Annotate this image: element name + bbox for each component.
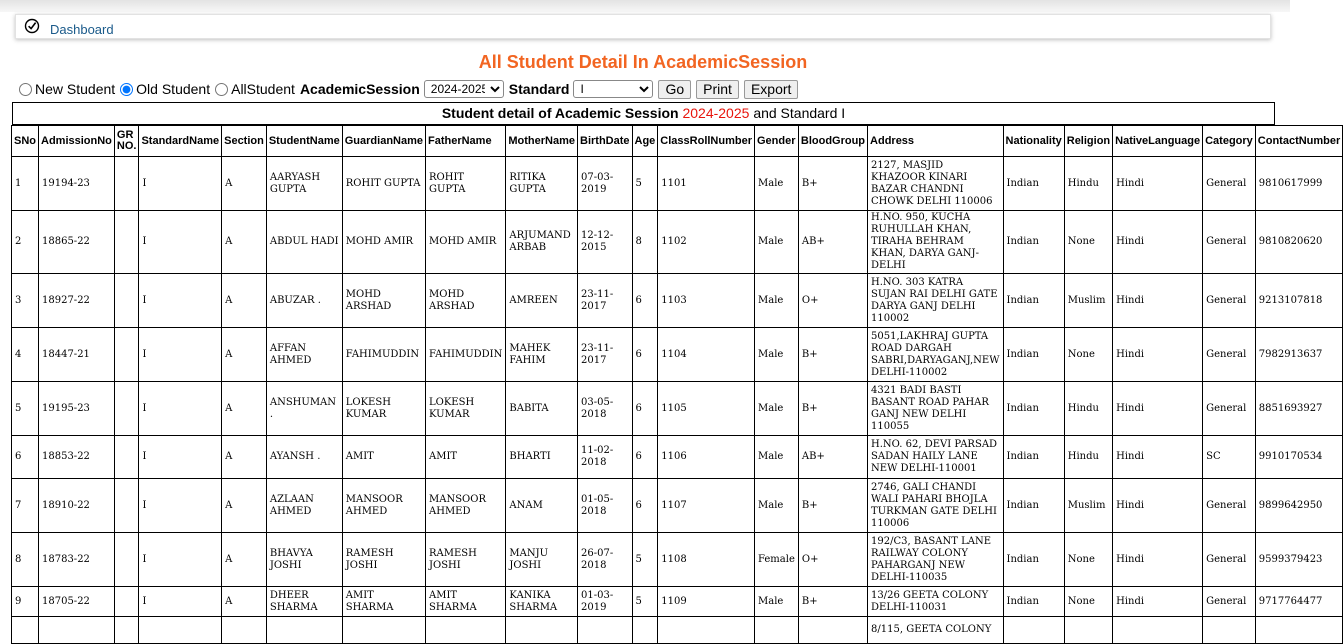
table-cell: AB+ xyxy=(798,436,867,479)
table-cell: I xyxy=(139,436,222,479)
table-cell: Male xyxy=(755,211,799,274)
table-cell: 3 xyxy=(12,274,39,328)
table-cell: AFFAN AHMED xyxy=(266,328,342,382)
table-cell: AMIT xyxy=(426,436,506,479)
table-cell: I xyxy=(139,211,222,274)
table-cell: 18783-22 xyxy=(39,533,115,587)
table-cell xyxy=(39,617,115,644)
table-cell xyxy=(342,617,425,644)
table-cell: 9717764477 xyxy=(1255,587,1343,617)
table-cell: B+ xyxy=(798,479,867,533)
print-button[interactable]: Print xyxy=(696,80,739,99)
table-cell: 5 xyxy=(12,382,39,436)
table-row xyxy=(12,211,1343,274)
dashboard-link[interactable]: Dashboard xyxy=(50,22,114,37)
table-cell xyxy=(1113,617,1203,644)
column-header: Age xyxy=(632,126,658,157)
table-body xyxy=(12,157,1343,644)
table-cell: A xyxy=(222,479,267,533)
column-header: StandardName xyxy=(139,126,222,157)
table-cell: General xyxy=(1203,157,1256,211)
table-cell: General xyxy=(1203,211,1256,274)
table-cell: KANIKA SHARMA xyxy=(506,587,578,617)
page-title: All Student Detail In AcademicSession xyxy=(478,52,808,72)
table-cell: 03-05-2018 xyxy=(578,382,633,436)
table-cell: 9 xyxy=(12,587,39,617)
table-cell: MOHD ARSHAD xyxy=(426,274,506,328)
column-header: GR NO. xyxy=(114,126,139,157)
table-cell: 1103 xyxy=(658,274,755,328)
table-cell xyxy=(12,617,39,644)
column-header: BloodGroup xyxy=(798,126,867,157)
table-cell: 23-11-2017 xyxy=(578,328,633,382)
table-cell: Hindi xyxy=(1113,274,1203,328)
student-table xyxy=(11,125,1343,644)
table-cell: A xyxy=(222,328,267,382)
all-student-label: AllStudent xyxy=(231,81,295,97)
check-circle-icon xyxy=(24,18,40,34)
table-cell: Hindi xyxy=(1113,533,1203,587)
table-cell: I xyxy=(139,157,222,211)
table-cell: Hindi xyxy=(1113,436,1203,479)
table-cell xyxy=(114,479,139,533)
table-cell: 6 xyxy=(12,436,39,479)
table-cell: Muslim xyxy=(1064,479,1112,533)
table-cell: B+ xyxy=(798,382,867,436)
table-cell: Hindi xyxy=(1113,328,1203,382)
table-cell: 4 xyxy=(12,328,39,382)
table-cell: None xyxy=(1064,328,1112,382)
table-cell: Hindu xyxy=(1064,436,1112,479)
table-cell xyxy=(1255,617,1343,644)
table-cell: MANJU JOSHI xyxy=(506,533,578,587)
column-header: Religion xyxy=(1064,126,1112,157)
table-cell: Indian xyxy=(1003,328,1064,382)
column-header: Gender xyxy=(755,126,799,157)
column-header: ContactNumber xyxy=(1255,126,1343,157)
table-row xyxy=(12,274,1343,328)
table-cell: 9899642950 xyxy=(1255,479,1343,533)
table-cell xyxy=(266,617,342,644)
table-cell: RAMESH JOSHI xyxy=(426,533,506,587)
column-header: MotherName xyxy=(506,126,578,157)
table-cell: RITIKA GUPTA xyxy=(506,157,578,211)
table-cell: AMREEN xyxy=(506,274,578,328)
table-cell: Hindi xyxy=(1113,157,1203,211)
table-cell: 8 xyxy=(632,211,658,274)
table-cell: 18705-22 xyxy=(39,587,115,617)
table-cell: 6 xyxy=(632,274,658,328)
table-caption xyxy=(12,102,1275,125)
table-cell: 11-02-2018 xyxy=(578,436,633,479)
table-cell: H.NO. 950, KUCHA RUHULLAH KHAN, TIRAHA BEHRAM KHAN, DARYA GANJ-DELHI xyxy=(868,211,1003,274)
table-cell xyxy=(114,587,139,617)
top-shade xyxy=(0,0,1290,12)
academic-session-label: AcademicSession xyxy=(299,81,420,97)
table-cell: 1105 xyxy=(658,382,755,436)
table-cell: Male xyxy=(755,274,799,328)
table-cell xyxy=(114,211,139,274)
table-cell: H.NO. 62, DEVI PARSAD SADAN HAILY LANE NEW DELHI-110001 xyxy=(868,436,1003,479)
table-cell xyxy=(139,617,222,644)
table-cell: LOKESH KUMAR xyxy=(342,382,425,436)
table-cell: 13/26 GEETA COLONY DELHI-110031 xyxy=(868,587,1003,617)
table-cell: 2 xyxy=(12,211,39,274)
table-cell: General xyxy=(1203,328,1256,382)
table-cell: Indian xyxy=(1003,211,1064,274)
table-cell: BHARTI xyxy=(506,436,578,479)
table-cell: B+ xyxy=(798,587,867,617)
table-cell: 1104 xyxy=(658,328,755,382)
table-cell: B+ xyxy=(798,328,867,382)
table-cell: None xyxy=(1064,587,1112,617)
table-cell: 2127, MASJID KHAZOOR KINARI BAZAR CHANDNI CHOWK DELHI 110006 xyxy=(868,157,1003,211)
table-cell: Male xyxy=(755,382,799,436)
academic-session-select[interactable] xyxy=(424,80,504,98)
old-student-radio[interactable] xyxy=(120,83,133,96)
table-cell: Male xyxy=(755,479,799,533)
table-cell xyxy=(222,617,267,644)
table-cell: General xyxy=(1203,587,1256,617)
table-cell: ABDUL HADI xyxy=(266,211,342,274)
export-button[interactable]: Export xyxy=(744,80,798,99)
table-cell: AYANSH . xyxy=(266,436,342,479)
table-cell: Indian xyxy=(1003,533,1064,587)
table-cell: MOHD ARSHAD xyxy=(342,274,425,328)
table-cell: 9810617999 xyxy=(1255,157,1343,211)
table-cell: Hindi xyxy=(1113,587,1203,617)
table-cell: 1 xyxy=(12,157,39,211)
table-cell: MANSOOR AHMED xyxy=(342,479,425,533)
table-cell: 19195-23 xyxy=(39,382,115,436)
table-cell: Hindu xyxy=(1064,382,1112,436)
table-cell: General xyxy=(1203,479,1256,533)
table-cell: Indian xyxy=(1003,157,1064,211)
table-cell: I xyxy=(139,587,222,617)
table-cell: B+ xyxy=(798,157,867,211)
table-cell: Indian xyxy=(1003,479,1064,533)
table-cell: RAMESH JOSHI xyxy=(342,533,425,587)
table-cell: I xyxy=(139,328,222,382)
table-cell: FAHIMUDDIN xyxy=(426,328,506,382)
table-cell: ABUZAR . xyxy=(266,274,342,328)
table-row xyxy=(12,533,1343,587)
table-cell: LOKESH KUMAR xyxy=(426,382,506,436)
table-cell: Male xyxy=(755,436,799,479)
table-cell: ARJUMAND ARBAB xyxy=(506,211,578,274)
column-header: AdmissionNo xyxy=(39,126,115,157)
table-cell: 5051,LAKHRAJ GUPTA ROAD DARGAH SABRI,DARYAGANJ,NEW DELHI-110002 xyxy=(868,328,1003,382)
table-cell: 18927-22 xyxy=(39,274,115,328)
column-header: StudentName xyxy=(266,126,342,157)
table-cell: 6 xyxy=(632,328,658,382)
standard-select[interactable] xyxy=(573,80,653,98)
table-cell: A xyxy=(222,274,267,328)
table-cell: O+ xyxy=(798,274,867,328)
table-cell: A xyxy=(222,436,267,479)
table-row xyxy=(12,382,1343,436)
table-cell: BABITA xyxy=(506,382,578,436)
table-cell: 01-05-2018 xyxy=(578,479,633,533)
table-cell: 5 xyxy=(632,587,658,617)
table-cell: 9910170534 xyxy=(1255,436,1343,479)
table-cell: 4321 BADI BASTI BASANT ROAD PAHAR GANJ NEW DELHI 110055 xyxy=(868,382,1003,436)
table-cell: AARYASH GUPTA xyxy=(266,157,342,211)
table-cell: AB+ xyxy=(798,211,867,274)
table-cell: 1108 xyxy=(658,533,755,587)
table-cell: H.NO. 303 KATRA SUJAN RAI DELHI GATE DARYA GANJ DELHI 110002 xyxy=(868,274,1003,328)
caption-prefix: Student detail of Academic Session xyxy=(441,105,679,121)
table-cell: A xyxy=(222,533,267,587)
table-row xyxy=(12,587,1343,617)
filter-row xyxy=(17,78,798,100)
all-student-radio[interactable] xyxy=(215,83,228,96)
table-cell: Muslim xyxy=(1064,274,1112,328)
table-cell: 8851693927 xyxy=(1255,382,1343,436)
table-cell: AMIT SHARMA xyxy=(342,587,425,617)
table-cell xyxy=(658,617,755,644)
table-cell: Indian xyxy=(1003,274,1064,328)
table-cell: 12-12-2015 xyxy=(578,211,633,274)
table-cell: 7982913637 xyxy=(1255,328,1343,382)
table-cell xyxy=(114,157,139,211)
table-cell xyxy=(506,617,578,644)
table-cell: 18447-21 xyxy=(39,328,115,382)
table-cell xyxy=(1003,617,1064,644)
table-cell: Hindu xyxy=(1064,157,1112,211)
table-cell: 6 xyxy=(632,479,658,533)
column-header: Address xyxy=(868,126,1003,157)
table-cell: I xyxy=(139,382,222,436)
go-button[interactable]: Go xyxy=(658,80,691,99)
table-cell: 1102 xyxy=(658,211,755,274)
new-student-label: New Student xyxy=(35,81,116,97)
table-cell: General xyxy=(1203,533,1256,587)
table-cell xyxy=(798,617,867,644)
table-cell: A xyxy=(222,211,267,274)
column-header: NativeLanguage xyxy=(1113,126,1203,157)
table-row xyxy=(12,479,1343,533)
table-cell: Male xyxy=(755,157,799,211)
table-cell xyxy=(114,617,139,644)
table-cell: 1109 xyxy=(658,587,755,617)
caption-suffix: and Standard I xyxy=(753,105,846,121)
table-cell: 2746, GALI CHANDI WALI PAHARI BHOJLA TURKMAN GATE DELHI 110006 xyxy=(868,479,1003,533)
column-header: Section xyxy=(222,126,267,157)
column-header: Nationality xyxy=(1003,126,1064,157)
table-cell: 8/115, GEETA COLONY xyxy=(868,617,1003,644)
table-cell: A xyxy=(222,382,267,436)
table-cell: MOHD AMIR xyxy=(342,211,425,274)
table-cell xyxy=(1203,617,1256,644)
table-header-row xyxy=(12,126,1343,157)
column-header: Category xyxy=(1203,126,1256,157)
table-cell: SC xyxy=(1203,436,1256,479)
table-cell: Male xyxy=(755,328,799,382)
table-cell: A xyxy=(222,587,267,617)
table-cell: 6 xyxy=(632,436,658,479)
column-header: SNo xyxy=(12,126,39,157)
table-cell: Indian xyxy=(1003,382,1064,436)
dashboard-bar xyxy=(15,14,1271,39)
table-row xyxy=(12,617,1343,644)
table-cell: O+ xyxy=(798,533,867,587)
table-cell: ANAM xyxy=(506,479,578,533)
column-header: GuardianName xyxy=(342,126,425,157)
table-cell: Hindi xyxy=(1113,479,1203,533)
table-row xyxy=(12,157,1343,211)
standard-label: Standard xyxy=(508,81,570,97)
table-cell: AMIT xyxy=(342,436,425,479)
table-cell xyxy=(114,533,139,587)
table-cell xyxy=(114,382,139,436)
table-cell: MANSOOR AHMED xyxy=(426,479,506,533)
table-cell: 9810820620 xyxy=(1255,211,1343,274)
table-cell: 23-11-2017 xyxy=(578,274,633,328)
table-cell: 07-03-2019 xyxy=(578,157,633,211)
table-cell: 1106 xyxy=(658,436,755,479)
table-cell: 18910-22 xyxy=(39,479,115,533)
table-cell: ROHIT GUPTA xyxy=(342,157,425,211)
table-cell: General xyxy=(1203,274,1256,328)
table-row xyxy=(12,436,1343,479)
table-cell: 9213107818 xyxy=(1255,274,1343,328)
table-cell: DHEER SHARMA xyxy=(266,587,342,617)
caption-session: 2024-2025 xyxy=(682,105,750,121)
table-cell xyxy=(114,436,139,479)
table-cell: ANSHUMAN . xyxy=(266,382,342,436)
table-cell: None xyxy=(1064,211,1112,274)
table-cell: 8 xyxy=(12,533,39,587)
table-cell: None xyxy=(1064,533,1112,587)
table-cell: I xyxy=(139,274,222,328)
table-cell: I xyxy=(139,479,222,533)
new-student-radio[interactable] xyxy=(19,83,32,96)
table-cell: 18865-22 xyxy=(39,211,115,274)
table-cell: ROHIT GUPTA xyxy=(426,157,506,211)
table-row xyxy=(12,328,1343,382)
table-cell: 1107 xyxy=(658,479,755,533)
table-cell xyxy=(426,617,506,644)
column-header: BirthDate xyxy=(578,126,633,157)
table-cell: Hindi xyxy=(1113,211,1203,274)
table-cell: 01-03-2019 xyxy=(578,587,633,617)
table-cell: A xyxy=(222,157,267,211)
table-cell: I xyxy=(139,533,222,587)
table-cell: MAHEK FAHIM xyxy=(506,328,578,382)
table-cell: 1101 xyxy=(658,157,755,211)
table-cell: AZLAAN AHMED xyxy=(266,479,342,533)
old-student-label: Old Student xyxy=(136,81,211,97)
table-cell: Male xyxy=(755,587,799,617)
table-cell: 19194-23 xyxy=(39,157,115,211)
table-cell: 192/C3, BASANT LANE RAILWAY COLONY PAHARGANJ NEW DELHI-110035 xyxy=(868,533,1003,587)
column-header: ClassRollNumber xyxy=(658,126,755,157)
table-cell: General xyxy=(1203,382,1256,436)
table-cell: MOHD AMIR xyxy=(426,211,506,274)
table-cell: BHAVYA JOSHI xyxy=(266,533,342,587)
table-cell xyxy=(114,274,139,328)
table-cell: Female xyxy=(755,533,799,587)
table-cell: 9599379423 xyxy=(1255,533,1343,587)
table-cell xyxy=(755,617,799,644)
table-cell xyxy=(114,328,139,382)
table-cell xyxy=(1064,617,1112,644)
table-cell: 5 xyxy=(632,157,658,211)
table-cell: Hindi xyxy=(1113,382,1203,436)
table-cell xyxy=(578,617,633,644)
table-cell: 6 xyxy=(632,382,658,436)
table-cell: FAHIMUDDIN xyxy=(342,328,425,382)
table-cell: 5 xyxy=(632,533,658,587)
table-cell xyxy=(632,617,658,644)
table-cell: 26-07-2018 xyxy=(578,533,633,587)
table-cell: Indian xyxy=(1003,436,1064,479)
table-cell: 18853-22 xyxy=(39,436,115,479)
table-cell: Indian xyxy=(1003,587,1064,617)
table-cell: AMIT SHARMA xyxy=(426,587,506,617)
table-cell: 7 xyxy=(12,479,39,533)
column-header: FatherName xyxy=(426,126,506,157)
